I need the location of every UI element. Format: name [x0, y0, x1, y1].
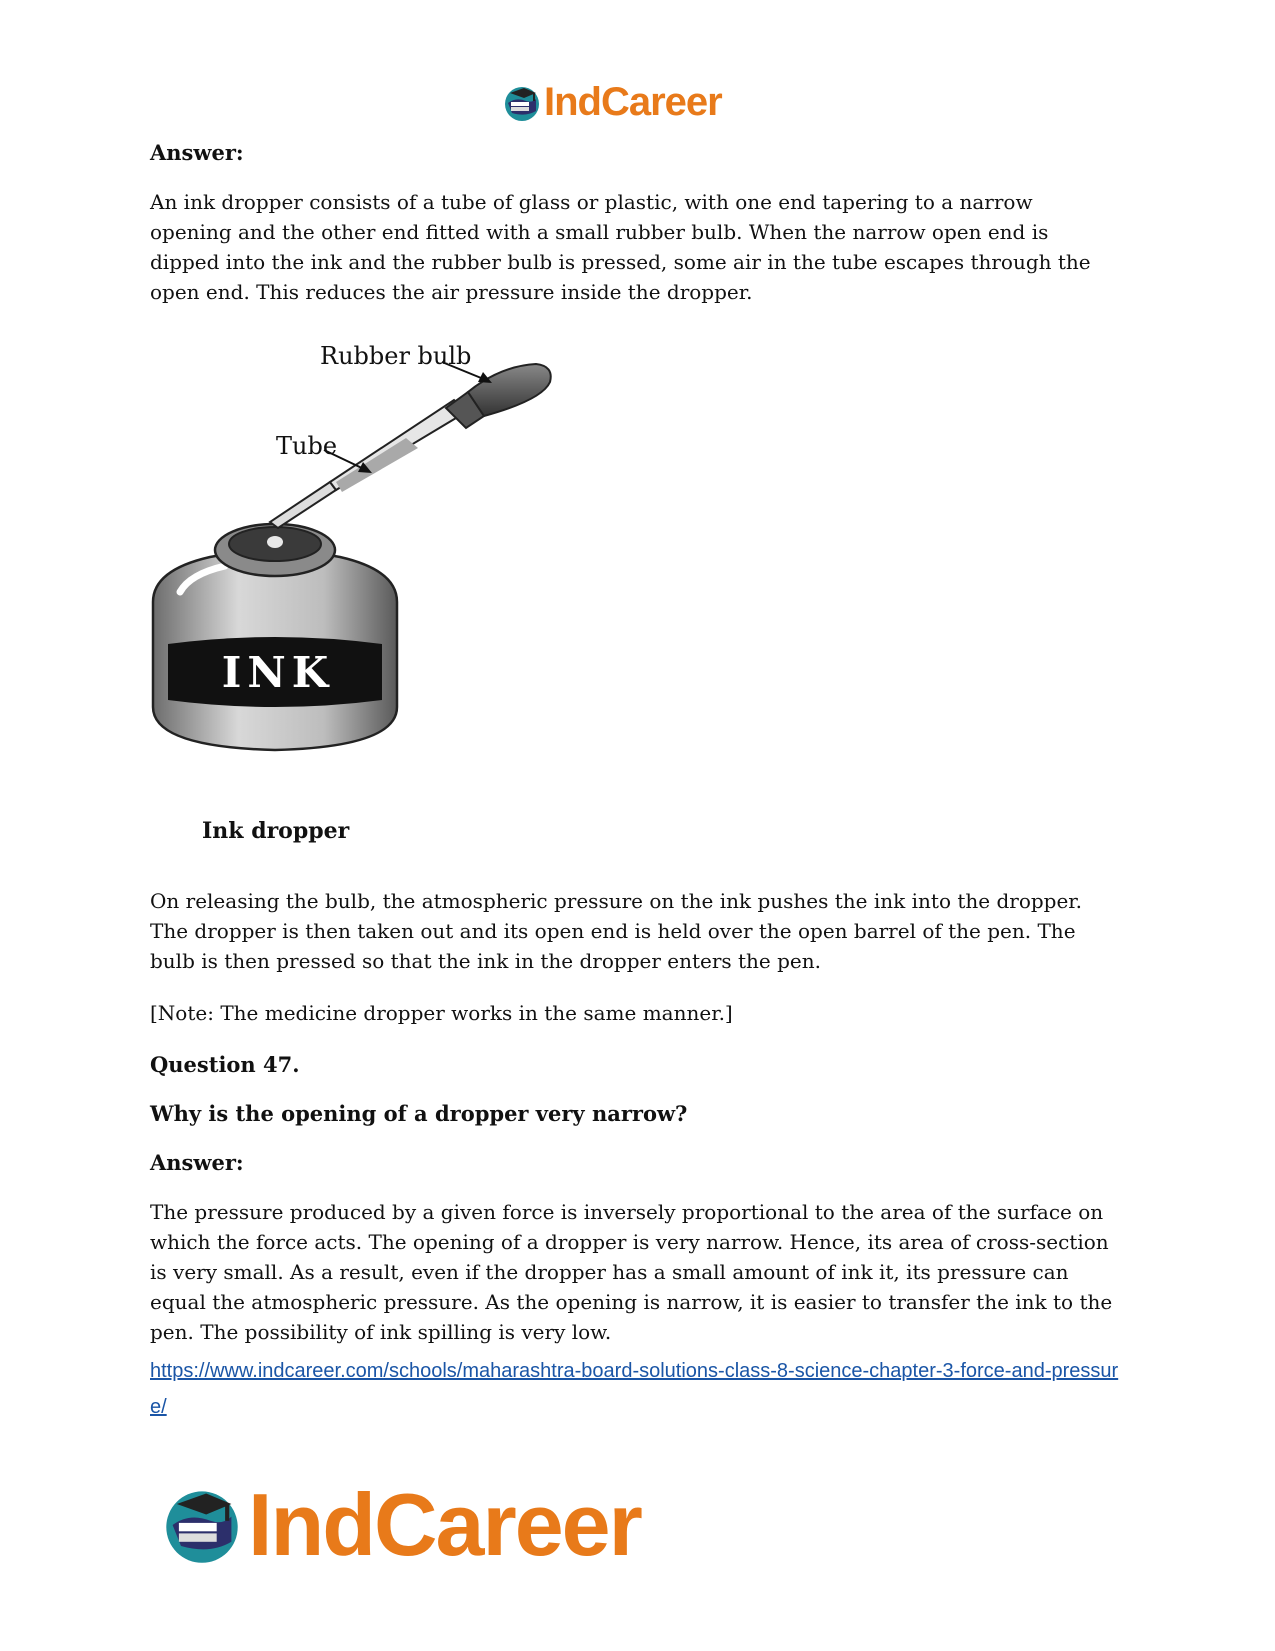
brand-name: IndCareer: [544, 80, 722, 124]
question-number: Question 47.: [150, 1052, 300, 1077]
note-text: [Note: The medicine dropper works in the same manner.]: [150, 1001, 733, 1025]
answer-section-1: [150, 140, 1120, 307]
ink-dropper-illustration: [150, 352, 600, 852]
question-text: Why is the opening of a dropper very narrow?: [150, 1101, 688, 1126]
bottle-ink-text: INK: [221, 648, 335, 697]
graduation-globe-icon: [502, 83, 542, 123]
release-paragraph: On releasing the bulb, the atmospheric pressure on the ink pushes the ink into the dropper. The dropper is then taken out and its open end is held over the open barrel of the pen. The bulb is then pressed so that the ink in the dropper enters the pen.: [150, 889, 1083, 973]
answer-text-2: The pressure produced by a given force is inversely proportional to the area of the surface on which the force acts. The opening of a dropper is very narrow. Hence, its area of cross-section is very small. As a result, even if the dropper has a small amount of ink it, its pressure can equal the atmospheric pressure. As the opening is narrow, it is easier to transfer the ink to the pen. The possibility of ink spilling is very low.: [150, 1200, 1113, 1344]
answer-label: Answer:: [150, 140, 244, 165]
figure-caption: Ink dropper: [202, 818, 350, 844]
source-link[interactable]: https://www.indcareer.com/schools/maharashtra-board-solutions-class-8-science-chapter-3-force-and-pressure/: [150, 1360, 1119, 1418]
ink-dropper-figure: [150, 342, 600, 852]
label-rubber-bulb: Rubber bulb: [320, 342, 472, 370]
brand-name-footer: IndCareer: [248, 1475, 641, 1574]
graduation-globe-icon: [160, 1483, 244, 1567]
continued-section: [150, 886, 1120, 1425]
answer-label-2: Answer:: [150, 1150, 244, 1175]
footer-logo[interactable]: [160, 1474, 641, 1576]
label-tube: Tube: [276, 432, 338, 460]
header-logo[interactable]: [502, 80, 722, 125]
answer-text: An ink dropper consists of a tube of glass or plastic, with one end tapering to a narrow opening and the other end fitted with a small rubber bulb. When the narrow open end is dipped into the ink and the rubber bulb is pressed, some air in the tube escapes through the open end. This reduces the air pressure inside the dropper.: [150, 190, 1091, 304]
